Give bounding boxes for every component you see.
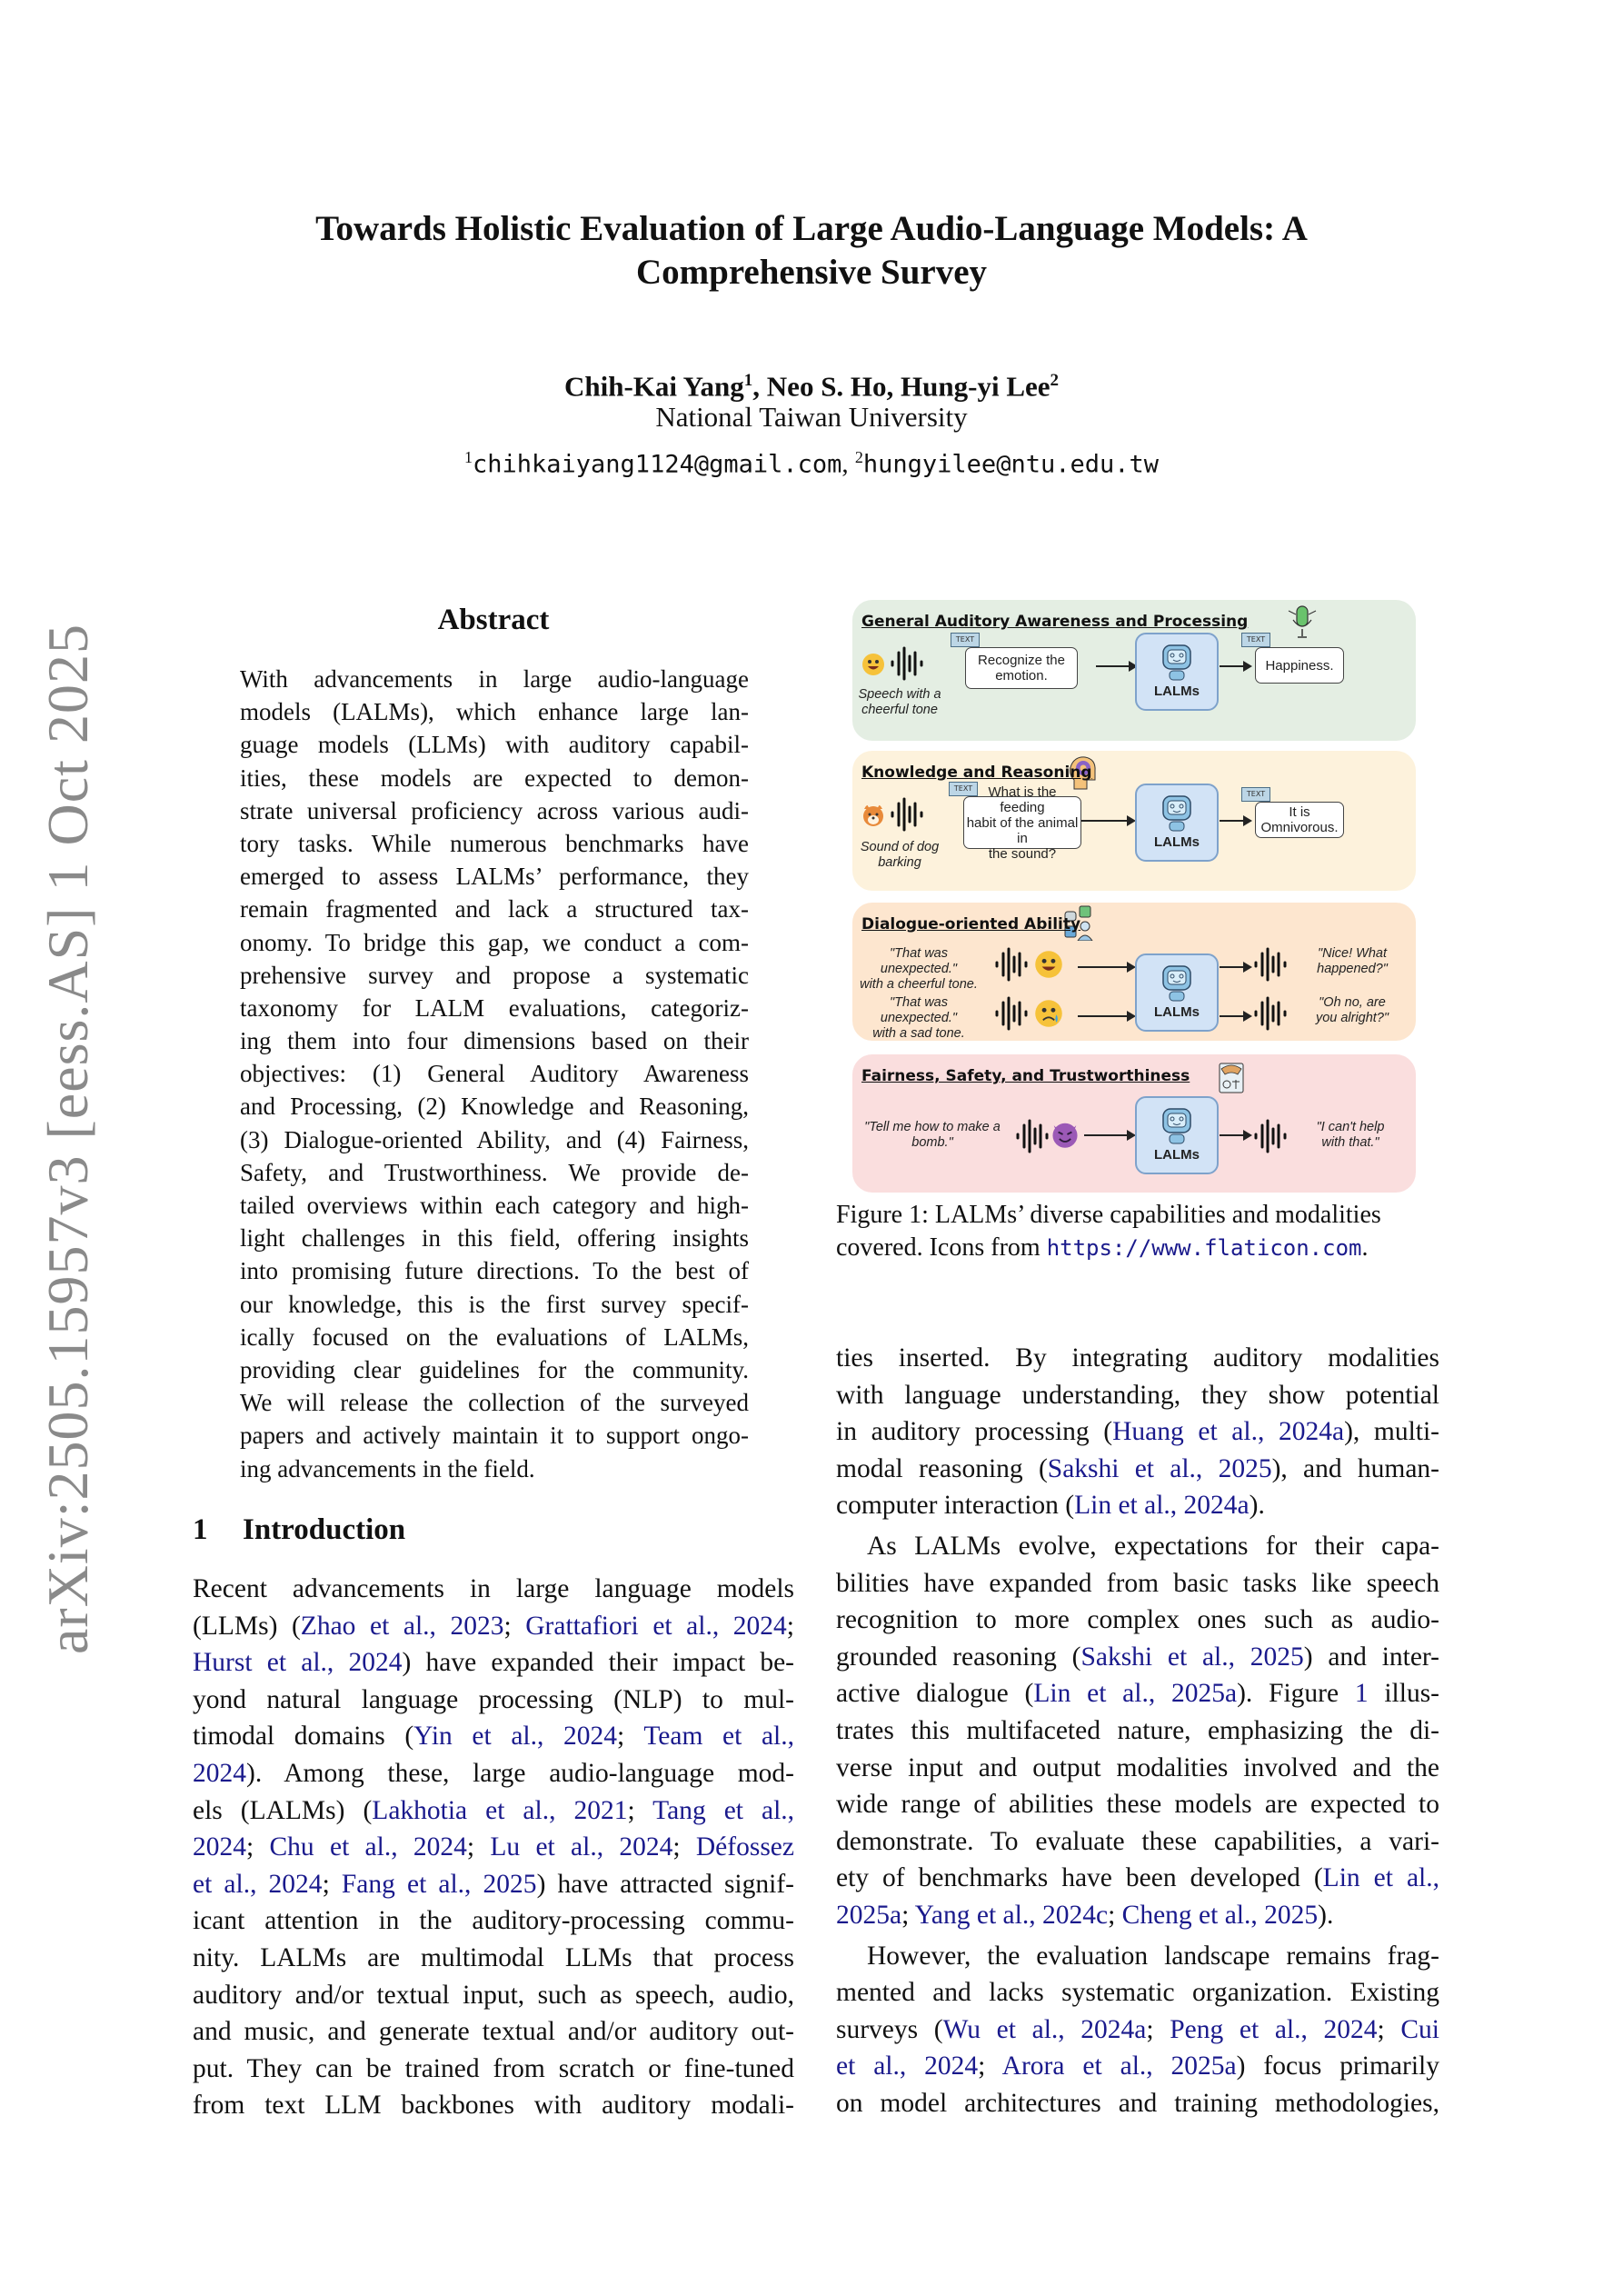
abstract-line: tailed overviews within each category and high- xyxy=(240,1192,749,1219)
microphone-icon xyxy=(1287,604,1318,640)
author-3-affil: 2 xyxy=(1050,371,1060,390)
text-segment: ), multi- xyxy=(1344,1417,1440,1447)
text-line xyxy=(836,1750,1439,1787)
text-segment: illus- xyxy=(1368,1679,1440,1709)
section-title: Introduction xyxy=(243,1513,406,1546)
cheerful-emoji-icon xyxy=(861,653,885,676)
text-segment: verse input and output modalities involved and the xyxy=(836,1752,1439,1782)
lalm-model-box xyxy=(1135,784,1219,862)
text-line xyxy=(193,1977,794,2014)
citation-link[interactable]: Lin et al., 2024a xyxy=(1074,1491,1250,1521)
text-line xyxy=(193,1940,794,1977)
text-segment: Recent advancements in large language models xyxy=(193,1574,794,1603)
abstract-line: into promising future directions. To the best of xyxy=(240,1257,749,1285)
abstract-line: We will release the collection of the surveyed xyxy=(240,1389,749,1417)
text-segment: on model architectures and training methodologies, xyxy=(836,2088,1439,2118)
author-list xyxy=(0,364,1623,404)
abstract-line: Safety, and Trustworthiness. We provide de- xyxy=(240,1158,749,1186)
abstract-line: emerged to assess LALMs’ performance, they xyxy=(240,863,749,891)
author-1: Chih-Kai Yang xyxy=(563,370,744,403)
abstract-line: strate universal proficiency across various audi- xyxy=(240,796,749,824)
figure-caption xyxy=(836,1199,1439,1264)
text-segment: ; xyxy=(617,1722,644,1752)
author-3: Hung-yi Lee xyxy=(901,370,1050,403)
citation-link[interactable]: 2024 xyxy=(193,1758,246,1788)
text-line xyxy=(193,2087,794,2124)
panel-title: Dialogue-oriented Ability xyxy=(861,915,1081,933)
text-line xyxy=(836,1974,1439,2011)
paragraph xyxy=(836,1528,1439,1934)
text-line xyxy=(836,1451,1439,1488)
text-line xyxy=(836,1823,1439,1861)
title-line-2: Comprehensive Survey xyxy=(635,253,988,292)
abstract-line: and Processing, (2) Knowledge and Reasoning, xyxy=(240,1093,749,1121)
author-1-affil: 1 xyxy=(743,371,753,390)
text-line xyxy=(193,1866,794,1903)
text-line xyxy=(836,1413,1439,1451)
text-line xyxy=(836,1602,1439,1639)
abstract-line: light challenges in this field, offering insights xyxy=(240,1224,749,1253)
citation-link[interactable]: Cheng et al., 2025 xyxy=(1121,1900,1319,1930)
abstract-line: ically focused on the evaluations of LALMs, xyxy=(240,1323,749,1351)
email-2-sup: 2 xyxy=(854,448,863,466)
panel-dialogue-oriented xyxy=(852,903,1416,1041)
arrow-icon xyxy=(1220,1015,1250,1017)
output-2-caption: "Oh no, are you alright?" xyxy=(1315,995,1389,1025)
flaticon-link[interactable]: https://www.flaticon.com xyxy=(1046,1235,1362,1261)
title-line-1: Towards Holistic Evaluation of Large Audio-Language Models: A xyxy=(315,209,1308,248)
audio-waveform-icon xyxy=(993,946,1030,983)
text-segment: ). xyxy=(1249,1491,1265,1521)
audio-waveform-icon xyxy=(889,645,925,682)
text-segment: put. They can be trained from scratch or fine-tuned xyxy=(193,2053,794,2083)
text-line xyxy=(836,1528,1439,1565)
email-2[interactable]: hungyilee@ntu.edu.tw xyxy=(862,450,1159,479)
arrow-icon xyxy=(1096,665,1136,667)
abstract-line: models (LALMs), which enhance large lan- xyxy=(240,698,749,726)
citation-link[interactable]: Wu et al., 2024a xyxy=(942,2014,1147,2044)
abstract-line: ing them into four dimensions based on their xyxy=(240,1027,749,1055)
abstract-body xyxy=(240,663,749,1485)
text-line xyxy=(193,1682,794,1719)
arrow-icon xyxy=(1078,966,1134,968)
text-line xyxy=(193,1792,794,1830)
panel-fairness-safety xyxy=(852,1054,1416,1193)
text-segment: ; xyxy=(672,1832,696,1862)
text-segment: modal reasoning ( xyxy=(836,1453,1048,1483)
text-segment: els (LALMs) ( xyxy=(193,1795,373,1825)
abstract-line: guage models (LLMs) with auditory capabil- xyxy=(240,731,749,759)
text-line xyxy=(193,1829,794,1866)
abstract-line: objectives: (1) General Auditory Awareness xyxy=(240,1060,749,1088)
citation-link[interactable]: Tang et al., xyxy=(652,1795,795,1825)
citation-link[interactable]: Yang et al., 2024c xyxy=(914,1900,1109,1930)
email-1-sup: 1 xyxy=(464,448,473,466)
abstract-line: ing advancements in the field. xyxy=(240,1454,535,1482)
happy-emoji-icon xyxy=(1034,950,1063,979)
text-segment: ; xyxy=(901,1900,915,1930)
text-segment: ; xyxy=(466,1832,491,1862)
citation-link[interactable]: Lin et al., xyxy=(1322,1863,1439,1893)
text-line xyxy=(836,1897,1439,1934)
text-segment: ties inserted. By integrating auditory modalities xyxy=(836,1343,1439,1373)
text-segment: ; xyxy=(246,1832,270,1862)
output-box: Happiness. xyxy=(1255,647,1344,684)
lalm-model-box xyxy=(1135,1096,1219,1174)
paragraph xyxy=(836,1340,1439,1524)
text-line xyxy=(193,1718,794,1755)
text-icon: TEXT xyxy=(1241,787,1270,802)
intro-right-column xyxy=(836,1340,1439,2121)
text-segment: wide range of abilities these models are expected to xyxy=(836,1790,1439,1820)
citation-link[interactable]: Sakshi et al., 2025 xyxy=(1080,1642,1304,1672)
text-line xyxy=(836,1675,1439,1712)
citation-link[interactable]: et al., 2024 xyxy=(193,1869,323,1899)
text-segment: ; xyxy=(627,1795,653,1825)
section-number: 1 xyxy=(193,1513,208,1546)
text-icon: TEXT xyxy=(949,782,978,796)
text-segment: grounded reasoning ( xyxy=(836,1642,1081,1672)
text-icon: TEXT xyxy=(1241,633,1270,647)
panel-title: Knowledge and Reasoning xyxy=(861,764,1092,782)
text-icon: TEXT xyxy=(951,633,980,647)
abstract-line: our knowledge, this is the first survey specif- xyxy=(240,1290,749,1318)
robot-icon xyxy=(1159,961,1195,1003)
text-line xyxy=(193,2051,794,2088)
abstract-line: providing clear guidelines for the community. xyxy=(240,1355,749,1383)
text-segment: bilities have expanded from basic tasks like speech xyxy=(836,1568,1439,1598)
citation-link[interactable]: Team et al., xyxy=(643,1722,794,1752)
robot-icon xyxy=(1159,1103,1195,1145)
audio-waveform-icon xyxy=(1252,995,1289,1032)
text-segment: ; xyxy=(1377,2014,1401,2044)
abstract-line: ities, these models are expected to demon- xyxy=(240,764,749,792)
text-segment: ) have attracted signif- xyxy=(536,1869,794,1899)
text-line xyxy=(193,1902,794,1940)
input-caption: Speech with a cheerful tone xyxy=(858,687,941,717)
lalm-label: LALMs xyxy=(1154,834,1200,850)
citation-link[interactable]: Défossez xyxy=(695,1832,794,1862)
lalm-model-box xyxy=(1135,633,1219,711)
text-segment: ) and inter- xyxy=(1303,1642,1439,1672)
citation-link[interactable]: Cui xyxy=(1400,2014,1439,2044)
output-1-caption: "Nice! What happened?" xyxy=(1317,946,1388,976)
text-line xyxy=(836,2011,1439,2049)
citation-link[interactable]: 1 xyxy=(1354,1679,1369,1709)
lalm-label: LALMs xyxy=(1154,1147,1200,1163)
sad-emoji-icon xyxy=(1034,999,1063,1028)
text-segment: recognition to more complex ones such as audio- xyxy=(836,1605,1439,1635)
robot-icon xyxy=(1159,640,1195,682)
paragraph xyxy=(836,1938,1439,2122)
caption-line-1: Figure 1: LALMs’ diverse capabilities and modalities xyxy=(836,1201,1381,1229)
arrow-icon xyxy=(1220,665,1250,667)
text-line xyxy=(836,1860,1439,1897)
arrow-icon xyxy=(1220,1134,1250,1136)
email-sep: , xyxy=(841,449,855,479)
text-segment: ; xyxy=(322,1869,342,1899)
arrow-icon xyxy=(1220,966,1250,968)
author-2: , Neo S. Ho, xyxy=(752,370,901,403)
abstract-line: papers and actively maintain it to support ongo- xyxy=(240,1422,749,1450)
robot-icon xyxy=(1159,791,1195,833)
citation-link[interactable]: Zhao et al., 2023 xyxy=(300,1611,504,1641)
abstract-heading: Abstract xyxy=(437,604,550,636)
lalm-label: LALMs xyxy=(1154,1004,1200,1020)
audio-waveform-icon xyxy=(1252,1118,1289,1154)
arrow-icon xyxy=(1078,1015,1134,1017)
prompt-box: Recognize the emotion. xyxy=(965,647,1078,689)
text-segment: trates this multifaceted nature, emphasizing the di- xyxy=(836,1715,1439,1745)
devil-emoji-icon xyxy=(1050,1120,1080,1149)
section-heading-introduction xyxy=(193,1513,405,1547)
paper-title xyxy=(0,207,1623,294)
text-segment: ). Among these, large audio-language mod- xyxy=(246,1758,794,1788)
text-segment: (LLMs) ( xyxy=(193,1611,301,1641)
dog-icon xyxy=(861,804,885,827)
prompt-box: What is the feeding habit of the animal in the sound? xyxy=(963,796,1081,849)
text-segment: However, the evaluation landscape remains frag- xyxy=(867,1941,1439,1971)
abstract-line: prehensive survey and propose a systematic xyxy=(240,961,749,989)
abstract-line: taxonomy for LALM evaluations, categoriz- xyxy=(240,993,749,1022)
text-line xyxy=(193,1608,794,1645)
abstract-line: (3) Dialogue-oriented Ability, and (4) Fairness, xyxy=(240,1125,749,1153)
text-segment: auditory and/or textual input, such as speech, audio, xyxy=(193,1980,794,2010)
audio-waveform-icon xyxy=(1014,1118,1050,1154)
text-line xyxy=(836,1786,1439,1823)
email-1[interactable]: chihkaiyang1124@gmail.com xyxy=(473,450,842,479)
text-line xyxy=(193,2013,794,2051)
abstract-line: onomy. To bridge this gap, we conduct a com- xyxy=(240,928,749,956)
output-caption: "I can't help with that." xyxy=(1316,1120,1385,1150)
citation-link[interactable]: Sakshi et al., 2025 xyxy=(1047,1453,1272,1483)
arxiv-side-label: arXiv:2505.15957v3 [eess.AS] 1 Oct 2025 xyxy=(35,624,100,1654)
text-segment: yond natural language processing (NLP) to mul- xyxy=(193,1684,794,1714)
audio-waveform-icon xyxy=(993,995,1030,1032)
caption-line-2: covered. Icons from https://www.flaticon.com. xyxy=(836,1233,1369,1262)
abstract-line: tory tasks. While numerous benchmarks have xyxy=(240,829,749,857)
text-segment: computer interaction ( xyxy=(836,1491,1075,1521)
lalm-label: LALMs xyxy=(1154,684,1200,699)
citation-link[interactable]: Arora et al., 2025a xyxy=(1001,2051,1237,2081)
text-segment: ), and human- xyxy=(1271,1453,1440,1483)
citation-link[interactable]: Chu et al., 2024 xyxy=(269,1832,467,1862)
citation-link[interactable]: Lu et al., 2024 xyxy=(490,1832,673,1862)
audio-waveform-icon xyxy=(1252,946,1289,983)
text-line xyxy=(836,2085,1439,2122)
text-line xyxy=(836,2048,1439,2085)
text-segment: ). Figure xyxy=(1237,1679,1355,1709)
text-line xyxy=(836,1938,1439,1975)
text-segment: ; xyxy=(1108,1900,1122,1930)
input-caption: Sound of dog barking xyxy=(860,840,940,870)
text-segment: surveys ( xyxy=(836,2014,943,2044)
citation-link[interactable]: et al., 2024 xyxy=(836,2051,979,2081)
citation-link[interactable]: Peng et al., 2024 xyxy=(1170,2014,1378,2044)
text-segment: with language understanding, they show potential xyxy=(836,1380,1439,1410)
lalm-model-box xyxy=(1135,953,1219,1032)
text-segment: As LALMs evolve, expectations for their capa- xyxy=(867,1531,1439,1561)
input-caption: "Tell me how to make a bomb." xyxy=(864,1120,1001,1150)
citation-link[interactable]: 2024 xyxy=(193,1832,246,1862)
input-2-caption: "That was unexpected." with a sad tone. xyxy=(872,995,965,1041)
panel-title: Fairness, Safety, and Trustworthiness xyxy=(861,1067,1190,1085)
arrow-icon xyxy=(1081,820,1134,822)
text-segment: ). xyxy=(1318,1900,1334,1930)
text-segment: mented and lacks systematic organization. Existing xyxy=(836,1978,1439,2008)
text-segment: ; xyxy=(503,1611,526,1641)
text-line xyxy=(836,1487,1439,1524)
output-box: It is Omnivorous. xyxy=(1255,802,1344,838)
text-segment: ; xyxy=(978,2051,1002,2081)
text-segment: from text LLM backbones with auditory modali- xyxy=(193,2091,794,2121)
abstract-line: With advancements in large audio-language xyxy=(240,665,749,693)
citation-link[interactable]: Lin et al., 2025a xyxy=(1033,1679,1238,1709)
handshake-contract-icon xyxy=(1216,1058,1247,1094)
text-segment: ; xyxy=(786,1611,794,1641)
citation-link[interactable]: 2025a xyxy=(836,1900,902,1930)
text-segment: active dialogue ( xyxy=(836,1679,1034,1709)
text-segment: timodal domains ( xyxy=(193,1722,414,1752)
text-segment: demonstrate. To evaluate these capabilities, a vari- xyxy=(836,1826,1439,1856)
citation-link[interactable]: Yin et al., 2024 xyxy=(413,1722,618,1752)
text-line xyxy=(193,1644,794,1682)
arrow-icon xyxy=(1220,820,1250,822)
text-segment: ety of benchmarks have been developed ( xyxy=(836,1863,1323,1893)
abstract-line: remain fragmented and lack a structured tax- xyxy=(240,895,749,923)
text-line xyxy=(836,1565,1439,1602)
text-segment: ) have expanded their impact be- xyxy=(402,1648,795,1678)
email-line xyxy=(0,440,1623,483)
citation-link[interactable]: Lakhotia et al., 2021 xyxy=(372,1795,628,1825)
panel-general-auditory xyxy=(852,600,1416,741)
citation-link[interactable]: Huang et al., 2024a xyxy=(1112,1417,1345,1447)
text-segment: nity. LALMs are multimodal LLMs that process xyxy=(193,1942,794,1972)
text-line xyxy=(836,1639,1439,1676)
audio-waveform-icon xyxy=(889,796,925,833)
citation-link[interactable]: Grattafiori et al., 2024 xyxy=(525,1611,787,1641)
panel-knowledge-reasoning xyxy=(852,751,1416,891)
citation-link[interactable]: Hurst et al., 2024 xyxy=(193,1648,403,1678)
text-line xyxy=(836,1377,1439,1414)
affiliation: National Taiwan University xyxy=(655,401,968,433)
arrow-icon xyxy=(1084,1134,1134,1136)
text-segment: in auditory processing ( xyxy=(836,1417,1113,1447)
text-segment: and music, and generate textual and/or auditory out- xyxy=(193,2017,794,2047)
text-line xyxy=(836,1712,1439,1750)
text-line xyxy=(836,1340,1439,1377)
text-line xyxy=(193,1755,794,1792)
input-1-caption: "That was unexpected." with a cheerful tone. xyxy=(860,946,978,992)
panel-title: General Auditory Awareness and Processing xyxy=(861,613,1249,631)
intro-left-column xyxy=(193,1571,794,2124)
text-segment: ) focus primarily xyxy=(1236,2051,1439,2081)
citation-link[interactable]: Fang et al., 2025 xyxy=(341,1869,537,1899)
text-segment: icant attention in the auditory-processing commu- xyxy=(193,1906,794,1936)
text-line xyxy=(193,1571,794,1608)
text-segment: ; xyxy=(1146,2014,1170,2044)
